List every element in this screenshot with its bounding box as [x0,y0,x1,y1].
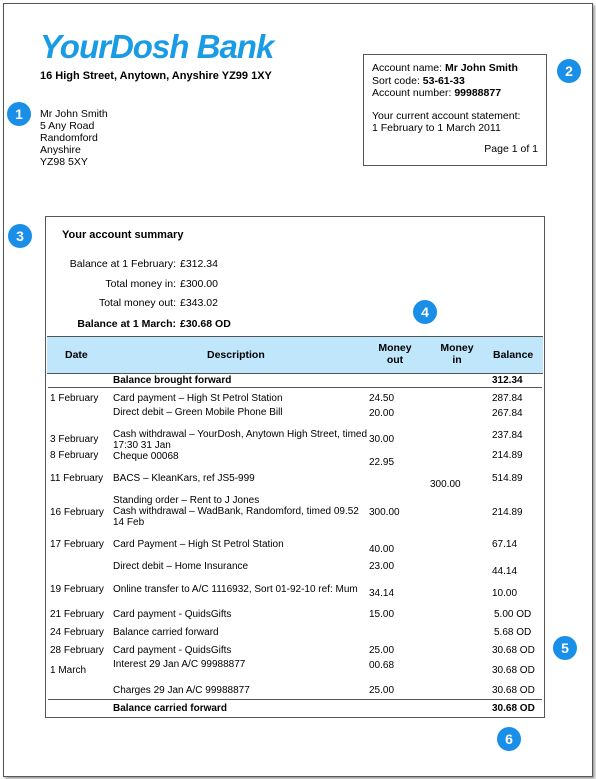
row-description: Online transfer to A/C 1116932, Sort 01-92-10 ref: Mum [113,584,358,595]
statement-label: Your current account statement: [372,109,521,122]
row-balance: 67.14 [492,539,518,550]
row-description: Standing order – Rent to J Jones [113,495,260,506]
account-name: Account name: Mr John Smith [372,62,518,74]
header-balance: Balance [493,349,534,361]
row-description-cont: 17:30 31 Jan [113,440,171,451]
row-balance: 30.68 OD [492,645,535,656]
row-date: 11 February [50,473,104,484]
row-money-out: 22.95 [369,457,395,468]
row-balance: 237.84 [492,430,523,441]
row-description: Card payment – High St Petrol Station [113,393,283,404]
row-date: 28 February [50,645,104,656]
row-balance: 10.00 [492,588,518,599]
row-money-out: 40.00 [369,544,395,555]
brought-forward-balance: 312.34 [492,375,523,386]
row-money-out: 24.50 [369,393,395,404]
row-balance: 5.00 OD [494,609,532,620]
row-money-out: 30.00 [369,434,395,445]
row-balance: 267.84 [492,408,523,419]
row-date: 3 February [50,434,99,445]
divider [48,699,542,700]
customer-address-line: YZ98 5XY [40,156,88,168]
row-balance: 30.68 OD [492,685,535,696]
callout-badge-4: 4 [413,300,437,324]
row-money-out: 34.14 [369,588,395,599]
row-money-out: 25.00 [369,645,395,656]
row-description: Card payment - QuidsGifts [113,609,232,620]
row-date: 16 February [50,507,104,518]
row-money-out: 00.68 [369,660,395,671]
customer-address-line: Randomford [40,132,98,144]
row-description: Cash withdrawal – YourDosh, Anytown High Street, timed [113,429,368,440]
row-description: Direct debit – Green Mobile Phone Bill [113,407,283,418]
row-date: 21 February [50,609,104,620]
row-money-out: 15.00 [369,609,395,620]
header-money-in: Money in [440,342,474,366]
customer-address-line: Mr John Smith [40,108,108,120]
callout-badge-2: 2 [557,59,581,83]
carried-forward-label: Balance carried forward [113,703,227,714]
row-balance: 214.89 [492,507,523,518]
account-details-box [363,54,547,166]
summary-title: Your account summary [62,229,184,241]
customer-address-line: Anyshire [40,144,81,156]
row-money-out: 23.00 [369,561,395,572]
sort-code: Sort code: 53-61-33 [372,74,465,87]
row-date: 1 March [50,665,87,676]
row-description: Card Payment – High St Petrol Station [113,539,284,550]
row-balance: 514.89 [492,473,523,484]
account-number: Account number: 99988877 [372,87,502,99]
row-date: 19 February [50,584,104,595]
row-description: Charges 29 Jan A/C 99988877 [113,685,250,696]
row-money-out: 20.00 [369,408,395,419]
callout-badge-3: 3 [8,224,32,248]
statement-period: 1 February to 1 March 2011 [372,122,501,134]
row-date: 8 February [50,450,99,461]
header-date: Date [65,349,88,361]
row-description: Cash withdrawal – WadBank, Randomford, timed 09.52 [113,506,359,517]
row-date: 1 February [50,393,99,404]
row-balance: 44.14 [492,566,518,577]
row-description: Direct debit – Home Insurance [113,561,249,572]
row-description-cont: 14 Feb [113,517,145,528]
account-summary-box: Your account summary Balance at 1 February: £312.34 Total money in: £300.00 Total money out: £343.02 Balance at 1 March: £30.68 OD Date Description Money out Money in Balance Balance brought forward 312.34 Balance carried forward 30.68 OD 1 February Card payment – High St Petrol Station 24.50 287.84 Direct debit – Green Mobile Phone Bill 20.00 267.84 3 February Cash withdrawal – YourDosh, Anytown High Street, timed 17:30 31 Jan 30.00 237.84 8 February Cheque 00068 22.95 214.89 11 February BACS – KleanKars, ref JS5-999 300.00 514.89 Standing order – Rent to J Jones 16 February Cash withdrawal – WadBank, Randomford, timed 09.52 14 Feb 300.00 214.89 17 February Card Payment – High St Petrol Station 40.00 67.14 Direct debit – Home Insurance 23.00 44.14 19 February Online transfer to A/C 1116932, Sort 01-92-10 ref: Mum 34.14 10.00 21 February Card payment - QuidsGifts 15.00 5.00 OD 24 February Balance carried forward 5.68 OD 28 February Card payment - QuidsGifts 25.00 30.68 OD 1 March Interest 29 Jan A/C 99988877 00.68 30.68 OD Charges 29 Jan A/C 99988877 25.00 30.68 OD [45,216,545,718]
header-description: Description [207,349,265,361]
header-money-out: Money out [378,342,412,366]
bank-logo: YourDosh Bank [40,28,274,65]
callout-badge-6: 6 [497,727,521,751]
row-money-in: 300.00 [430,479,461,490]
table-header [47,336,543,374]
customer-address-line: 5 Any Road [40,120,95,132]
page-number: Page 1 of 1 [484,142,538,155]
row-balance: 30.68 OD [492,665,535,676]
divider [48,387,542,388]
carried-forward-balance: 30.68 OD [492,703,535,714]
row-date: 17 February [50,539,104,550]
row-balance: 5.68 OD [494,627,532,638]
row-description: Cheque 00068 [113,451,179,462]
bank-address: 16 High Street, Anytown, Anyshire YZ99 1XY [40,70,272,82]
row-money-out: 300.00 [369,507,400,518]
row-description: Interest 29 Jan A/C 99988877 [113,659,246,670]
callout-badge-5: 5 [553,636,577,660]
row-date: 24 February [50,627,104,638]
row-money-out: 25.00 [369,685,395,696]
row-description: BACS – KleanKars, ref JS5-999 [113,473,255,484]
row-balance: 214.89 [492,450,523,461]
row-balance: 287.84 [492,393,523,404]
callout-badge-1: 1 [7,102,31,126]
row-description: Card payment - QuidsGifts [113,645,232,656]
brought-forward-label: Balance brought forward [113,375,232,386]
row-description: Balance carried forward [113,627,219,638]
customer-address [40,108,108,168]
